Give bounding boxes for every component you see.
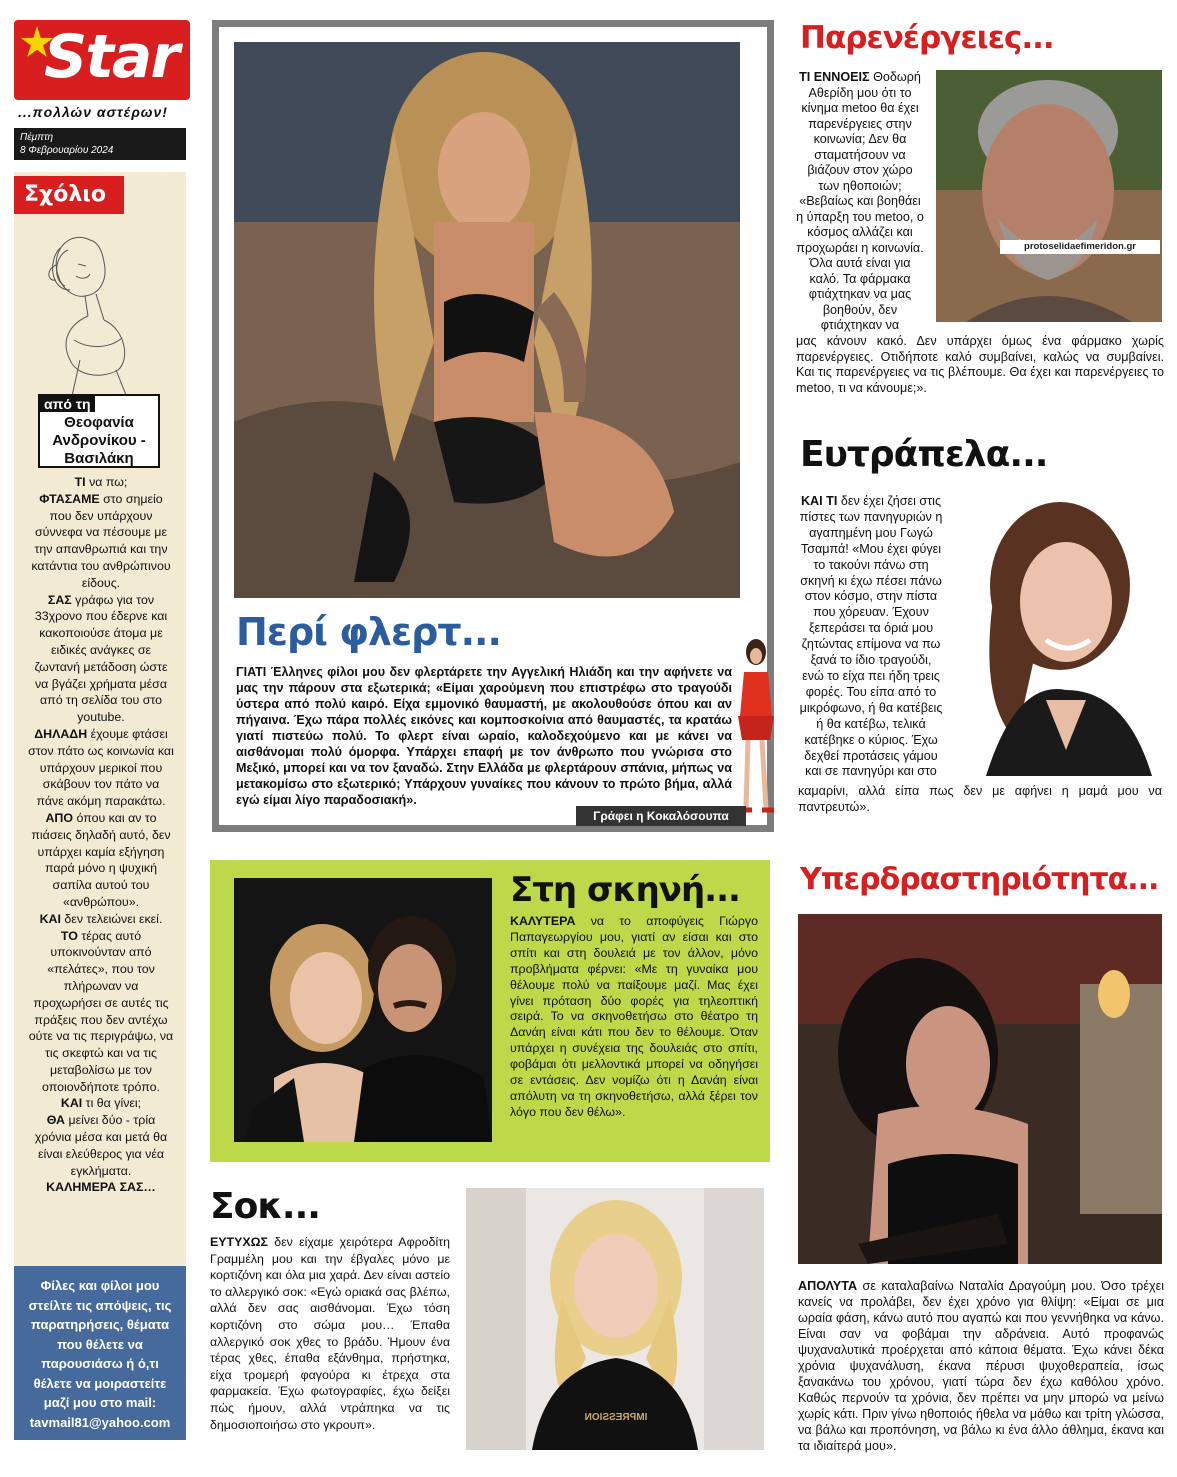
skini-body (510, 914, 758, 1121)
sxolio-body (28, 474, 174, 1196)
parenergeies-body-top (796, 70, 924, 334)
mail-box-text: Φίλες και φίλοι μου στείλτε τις απόψεις, τις παρατηρήσεις, θέματα που θέλετε να παρουσιάσω ή ό,τι θέλετε να μοιραστείτε μαζί μου στο mail: (28, 1278, 172, 1410)
sok-body (210, 1234, 450, 1433)
sign-off: ΚΑΛΗΜΕΡΑ ΣΑΣ… (46, 1180, 156, 1195)
tagline: ...πολλών αστέρων! (18, 104, 168, 120)
paragraph-text: έχουμε φτάσει στον πάτο ως κοινωνία και υπάρχουν μερικοί που σκάβουν τον πάτο να πάνε ακόμη παρακάτω. (28, 726, 174, 809)
mail-contact-box (14, 1266, 186, 1440)
fler-body: ΓΙΑΤΙ Έλληνες φίλοι μου δεν φλερτάρετε την Αγγελική Ηλιάδη και την αφήνετε να μας την πάρουν στα εξωτερικά; «Είμαι χαρούμενη που επιστρέφω στο τραγούδι ύστερα από πολύ καιρό. Είχα εμμονικό θαυμαστή, με ακολουθούσε όπου και αν πήγαινα. Έχω πάρα πολλές εικόνες και κομποσκοίνια από θαυμαστές, τα κρατάω γιατί πιστεύω πολύ. Το φλερτ είναι ωραίο, καλοδεχούμενο και με κάνει να αισθάνομαι πολύ όμορφα. Υπάρχει επαφή με τον άνθρωπο που γνώρισα στο Μεξικό, μπορεί και να τον ξαναδώ. Στην Ελλάδα με φλερτάρουν σπάνια, μήπως να μετακομίσω στο εξωτερικό; Υπάρχουν γυναίκες που κάνουν το πρώτο βήμα, αλλά εγώ είμαι λίγο παραδοσιακή». (236, 665, 732, 807)
lead-word: ΚΑΛΥΤΕΡΑ (510, 914, 576, 928)
author-prefix: από τη (40, 396, 95, 412)
kokalosoupa-caricature-icon (730, 636, 780, 826)
mail-address-link[interactable]: tavmail81@yahoo.com (29, 1414, 171, 1430)
eutrapela-photo (956, 490, 1162, 776)
yper-photo (798, 914, 1162, 1264)
fler-headline: Περί φλερτ... (236, 610, 501, 654)
lead-word: ΔΗΛΑΔΗ (34, 726, 88, 741)
paragraph-text: γράφω για τον 33χρονο που έδερνε και κακοποιούσε άτομα με ειδικές ανάγκες σε ζωντανή μετάδοση ώστε να βγάζει χρήματα μέσα από τη σελίδα του στο youtube. (34, 592, 168, 725)
watermark: protoselidaefimeridon.gr (1000, 240, 1160, 254)
sxolio-paragraph (28, 592, 174, 726)
lead-word: ΕΥΤΥΧΩΣ (210, 1235, 268, 1249)
lead-word: ΑΠΟΛΥΤΑ (798, 1279, 858, 1293)
grey-haired-man-photo (936, 70, 1162, 322)
lead-word: ΤΙ (74, 475, 86, 489)
sok-photo (466, 1188, 764, 1450)
date-bar (14, 128, 186, 160)
lead-word: ΣΑΣ (47, 592, 72, 607)
date-full: 8 Φεβρουαρίου 2024 (20, 145, 114, 156)
smiling-woman-photo (956, 490, 1162, 776)
paragraph-text: να το αποφύγεις Γιώργο Παπαγεωργίου μου, γιατί αν είσαι και στο σπίτι και στη δουλειά με τον άλλον, μόνο προβλήματα φέρνει: «Με τη γυναίκα μου θέλουμε πολύ να παίξουμε μαζί. Μας έχει γίνει πρόταση δύο φορές για τηλεοπτική σειρά. Το να σκηνοθετήσω στο θέατρο τη Δανάη είναι κάτι που δεν το θέλουμε. Όταν υπάρχει η συνέχεια της δουλειάς στο σπίτι, φοβάμαι ότι μελλοντικά μπορεί να οδηγήσει σε εντάσεις. Δεν νομίζω ότι η Δανάη είναι απόλυτη να τη σκηνοθετήσω, αλλά ξέρει τον λόγο που δεν θέλω». (510, 914, 758, 1119)
paragraph-text: δεν τελειώνει εκεί. (64, 911, 163, 926)
lead-word: ΚΑΙ ΤΙ (800, 494, 838, 508)
date-day: Πέμπτη (20, 132, 54, 143)
parenergeies-photo (936, 70, 1162, 322)
paragraph-text: δεν είχαμε χειρότερα Αφροδίτη Γραμμέλη μου και την έβγαλες μόνο με κορτιζόνη και όλα μια χαρά. Δεν είναι αστείο το αλλεργικό σοκ: «Εγώ οριακά σας βλέπω, αλλά δεν σας αισθάνομαι. Έχω τόση κορτιζόνη στο σώμα μου… Έπαθα αλλεργικό σοκ χθες το βράδυ. Ήμουν ένα τέρας χθες, έπαθα εξάνθημα, πρήστηκα, είχα τρομερή φαγούρα κι έτρεχα στα φαρμακεία. Έχω φωτογραφίες, έχω δείξει πώς ήμουν, αλλά ντράπηκα να τις δημοσιοποιήσω στο γκρουπ». (210, 1235, 450, 1432)
yper-headline: Υπερδραστηριότητα... (800, 862, 1159, 897)
sxolio-paragraph (28, 1179, 174, 1196)
author-name: Θεοφανία Ανδρονίκου - Βασιλάκη (52, 414, 146, 467)
paragraph-text: τι θα γίνει; (85, 1096, 142, 1111)
sxolio-paragraph (28, 911, 174, 928)
paragraph-text: τέρας αυτό υποκινούνταν από «πελάτες», που τον πλήρωναν να προχωρήσει σε αυτές τις πράξεις που δεν αντέχω ούτε να τις περιγράψω, να τις σκεφτώ και να τις μεταβολίσω με τον οποιονδήποτε τρόπο. (28, 928, 174, 1094)
skini-headline: Στη σκηνή... (510, 870, 740, 910)
sxolio-paragraph (28, 928, 174, 1096)
sxolio-paragraph (28, 1095, 174, 1112)
blonde-woman-photo (466, 1188, 764, 1450)
sxolio-paragraph (28, 474, 174, 491)
dark-haired-woman-photo (798, 914, 1162, 1264)
woman-on-beach-photo (234, 42, 740, 598)
paragraph-text: να πω; (89, 475, 128, 489)
sxolio-paragraph (28, 810, 174, 911)
sxolio-paragraph (28, 726, 174, 810)
main-story-photo (234, 42, 740, 598)
eutrapela-body-top (798, 494, 944, 780)
lead-word: ΚΑΙ (60, 1096, 83, 1111)
lead-word: ΤΙ ΕΝΝΟΕΙΣ (799, 70, 870, 84)
paragraph-text: Θοδωρή Αθερίδη μου ότι το κίνημα metoo θα έχει παρενέργειες στην κοινωνία; Δεν θα σταματήσουν να βιάζουν στον χώρο των ηθοποιών; «Βεβαίως και βοηθάει η ύπαρξη του metoo, ο κόσμος αλλάζει και προχωράει η κοινωνία. Όλα αυτά είναι για καλό. Τα φάρμακα φτιάχτηκαν να μας βοηθούν, δεν φτιάχτηκαν να (796, 70, 924, 332)
paragraph-text: σε καταλαβαίνω Ναταλία Δραγούμη μου. Όσο τρέχει κανείς να προλάβει, δεν έχει χρόνο για θλίψη: «Είμαι σε μια ωραία φάση, κάνω αυτό που αγαπώ και που γεννήθηκα να κάνω. Είναι σαν να φοβάμαι την αδράνεια. Αυτό προφανώς ψυχαναλυτικά προέρχεται από κάποια θέματα. Έχω κάνει δέκα χρόνια ψυχανάλυση, έκανα πέρυσι ψυχοθεραπεία, ίσως ξανακάνω του χρόνου, γιατί τώρα δεν έχω καθόλου χρόνο. Καθώς περνούν τα χρόνια, δεν πρέπει να μην μπορώ να μείνω χωρίς κάτι. Πριν γίνω ηθοποιός ήθελα να μάθω και τρίτη γλώσσα, να βάλω και προπόνηση, να βάλω κι ένα άλλο άθλημα, έκανα και τα ιδιαίτερά μου». (798, 1279, 1164, 1453)
paragraph-text: μείνει δύο - τρία χρόνια μέσα και μετά θα είναι ελεύθερος για νέα εγκλήματα. (34, 1113, 168, 1178)
sxolio-heading: Σχόλιο (14, 176, 124, 214)
yper-body (798, 1278, 1164, 1454)
author-box (38, 394, 160, 468)
eutrapela-headline: Ευτράπελα... (800, 434, 1048, 475)
lead-word: ΤΟ (60, 928, 78, 943)
skini-photo (234, 878, 492, 1142)
sok-headline: Σοκ... (210, 1186, 320, 1227)
paragraph-text: στο σημείο που δεν υπάρχουν σύννεφα να πέσουμε με την απανθρωπιά και την κατάντια του ανθρώπινου είδους. (31, 491, 171, 590)
parenergeies-body-bottom: μας κάνουν κακό. Δεν υπάρχει όμως ένα φάρμακο χωρίς παρενέργειες. Οτιδήποτε καλό συμβαίνει, καλώς να συμβαίνει. Και τις παρενέργειες να τις βλέπουμε. Θα έχει και παρενέργειες το metoo, τι να κάνουμε;». (796, 334, 1164, 395)
lead-word: ΑΠΟ (45, 810, 74, 825)
couple-photo (234, 878, 492, 1142)
lead-word: ΦΤΑΣΑΜΕ (39, 491, 100, 506)
shirt-print-text: IMPRESSION (584, 1412, 648, 1423)
eutrapela-body-bottom: καμαρίνι, αλλά είπα πως δεν με αφήνει η μαμά μου να παντρευτώ». (798, 784, 1162, 814)
sxolio-paragraph (28, 1112, 174, 1179)
paragraph-text: δεν έχει ζήσει στις πίστες των πανηγυριών η αγαπημένη μου Γωγώ Τσαμπά! «Μου έχει φύγει το τακούνι πάνω στη σκηνή κι έχω πέσει πάνω στον κόσμο, στην πίστα που χόρευαν. Έχουν ξεπεράσει τα όριά μου ζητώντας επίμονα να πω ξανά το ίδιο τραγούδι, ενώ το είχα πει ήδη τρεις φορές. Του είπα από το μικρόφωνο, ή θα κατέβεις ή θα κατέβω, τελικά κατέβηκε ο κύριος. Έχω δεχθεί προτάσεις γάμου και σε πανηγύρι και στο (799, 494, 943, 779)
paragraph-text: όπου και αν το πιάσεις δηλαδή αυτό, δεν υπάρχει καμία εξήγηση παρά μόνο η ψυχική σαπίλα αυτού του «ανθρώπου». (31, 810, 171, 909)
author-sketch-illustration (30, 220, 170, 410)
fler-byline: Γράφει η Κοκαλόσουπα (576, 806, 746, 826)
sxolio-paragraph (28, 491, 174, 592)
logo-wordmark: Star (44, 22, 178, 92)
parenergeies-headline: Παρενέργειες... (800, 20, 1054, 56)
lead-word: ΚΑΙ (39, 911, 61, 926)
star-logo (14, 20, 190, 100)
lead-word: ΘΑ (46, 1113, 66, 1128)
